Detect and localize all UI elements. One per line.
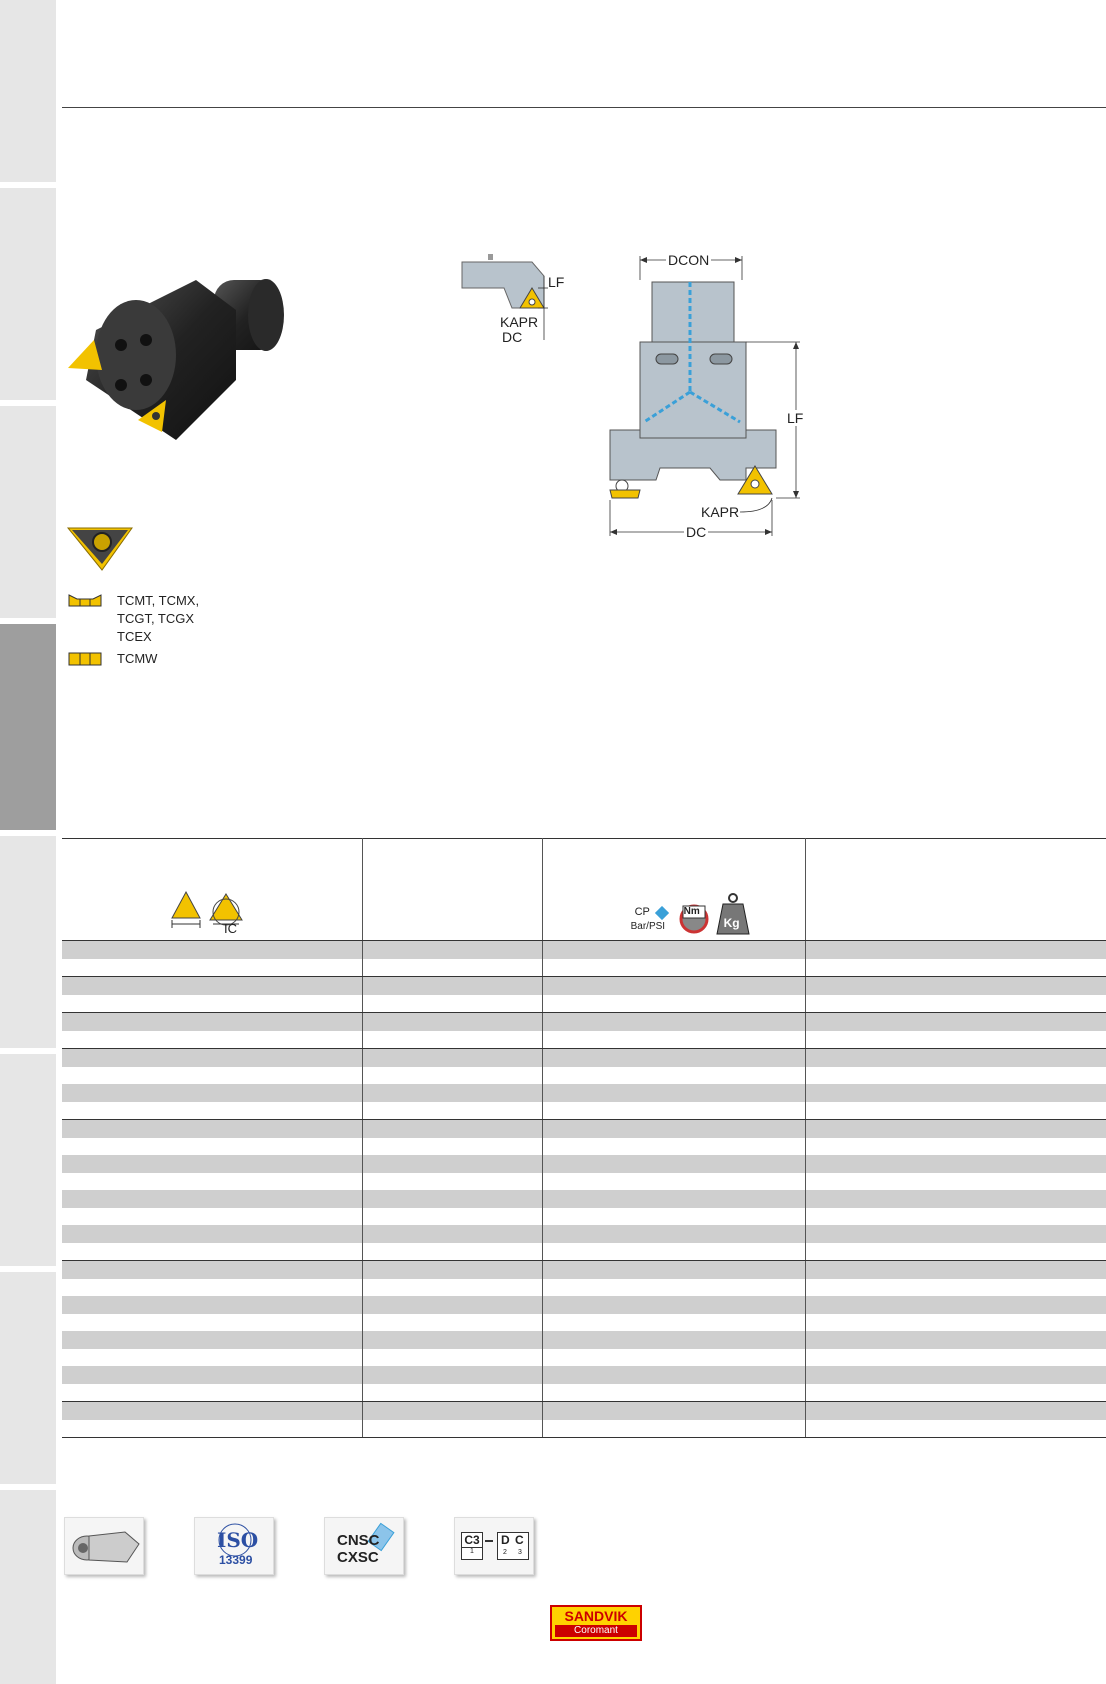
insert-name-1: TCMT, TCMX, bbox=[117, 593, 200, 608]
side-tab-5[interactable] bbox=[0, 836, 56, 1048]
header-insert-cell bbox=[62, 839, 363, 941]
dim-label-lf: LF bbox=[787, 410, 804, 426]
code-1: 1 bbox=[462, 1547, 482, 1555]
table-row bbox=[62, 1138, 1106, 1156]
table-row bbox=[62, 1261, 1106, 1279]
table-row bbox=[62, 1331, 1106, 1349]
insert-image bbox=[66, 524, 136, 574]
dim-label-dc: DC bbox=[686, 524, 707, 540]
table-row bbox=[62, 1314, 1106, 1332]
side-tab-2[interactable] bbox=[0, 188, 56, 400]
specification-table bbox=[62, 838, 1106, 1438]
table-row bbox=[62, 1031, 1106, 1049]
table-row bbox=[62, 1366, 1106, 1384]
code-dash bbox=[485, 1540, 493, 1542]
bar-psi-label: Bar/PSI bbox=[630, 921, 666, 932]
table-row bbox=[62, 941, 1106, 959]
cnsc-cxsc-icon[interactable] bbox=[324, 1517, 404, 1575]
code-c: C bbox=[515, 1533, 524, 1547]
table-row bbox=[62, 1384, 1106, 1402]
table-row bbox=[62, 1296, 1106, 1314]
insert-profile-icon-2 bbox=[68, 652, 102, 666]
code-3: 3 bbox=[518, 1549, 522, 1556]
dim-label-dcon: DCON bbox=[668, 252, 710, 268]
table-row bbox=[62, 1208, 1106, 1226]
brand-name: SANDVIK bbox=[564, 1608, 628, 1624]
tool-product-image bbox=[66, 270, 296, 460]
insert-ic-icon bbox=[170, 890, 256, 934]
table-header-row bbox=[62, 839, 1106, 941]
code-2: 2 bbox=[503, 1549, 507, 1556]
table-row bbox=[62, 1120, 1106, 1138]
header-cell-2 bbox=[363, 839, 542, 941]
side-tab-6[interactable] bbox=[0, 1054, 56, 1266]
code-key-icon[interactable] bbox=[454, 1517, 534, 1575]
brand-sub: Coromant bbox=[555, 1625, 637, 1637]
side-tab-3[interactable] bbox=[0, 406, 56, 618]
insert-name-3: TCEX bbox=[117, 629, 152, 644]
dim-label-kapr: KAPR bbox=[701, 504, 740, 520]
header-cell-4 bbox=[805, 839, 1106, 941]
side-tab-1[interactable] bbox=[0, 0, 56, 182]
table-row bbox=[62, 1225, 1106, 1243]
kg-label: Kg bbox=[723, 916, 740, 930]
header-coolant-cell bbox=[542, 839, 805, 941]
table-row bbox=[62, 1349, 1106, 1367]
table-row bbox=[62, 1067, 1106, 1085]
code-d: D bbox=[501, 1533, 510, 1547]
table-row bbox=[62, 1102, 1106, 1120]
insert-profile-icon-1 bbox=[68, 593, 102, 607]
insert-name-2: TCGT, TCGX bbox=[117, 611, 195, 626]
code-box-c3 bbox=[461, 1532, 483, 1560]
sandvik-coromant-logo bbox=[550, 1605, 642, 1641]
insert-name-4: TCMW bbox=[117, 651, 158, 666]
table-row bbox=[62, 959, 1106, 977]
dim-label-lf-small: LF bbox=[548, 274, 565, 290]
dim-label-kapr-small: KAPR bbox=[500, 314, 539, 330]
coromant-capto-icon[interactable] bbox=[64, 1517, 144, 1575]
table-row bbox=[62, 1190, 1106, 1208]
table-row bbox=[62, 1279, 1106, 1297]
nm-label: Nm bbox=[683, 906, 700, 917]
table-row bbox=[62, 1084, 1106, 1102]
iso-13399-icon[interactable] bbox=[194, 1517, 274, 1575]
table-row bbox=[62, 1402, 1106, 1420]
table-row bbox=[62, 995, 1106, 1013]
table-row bbox=[62, 1420, 1106, 1438]
table-row bbox=[62, 1243, 1106, 1261]
side-tab-4-active[interactable] bbox=[0, 624, 56, 830]
ic-label: IC bbox=[224, 921, 237, 936]
front-view-drawing bbox=[600, 250, 820, 540]
header-rule bbox=[62, 107, 1106, 108]
code-box-dc bbox=[497, 1532, 529, 1560]
cxsc-label: CXSC bbox=[337, 1549, 379, 1566]
cnsc-label: CNSC bbox=[337, 1532, 380, 1549]
dim-label-dc-small: DC bbox=[502, 329, 523, 345]
cp-label: CP bbox=[634, 906, 650, 918]
coolant-icon bbox=[655, 906, 669, 920]
table-row bbox=[62, 1155, 1106, 1173]
table-row bbox=[62, 1049, 1106, 1067]
table-row bbox=[62, 1013, 1106, 1031]
iso-number: 13399 bbox=[219, 1553, 253, 1567]
iso-label: ISO bbox=[217, 1528, 259, 1552]
code-c3: C3 bbox=[464, 1533, 480, 1547]
table-row bbox=[62, 977, 1106, 995]
side-tab-8[interactable] bbox=[0, 1490, 56, 1684]
side-tab-7[interactable] bbox=[0, 1272, 56, 1484]
table-row bbox=[62, 1173, 1106, 1191]
